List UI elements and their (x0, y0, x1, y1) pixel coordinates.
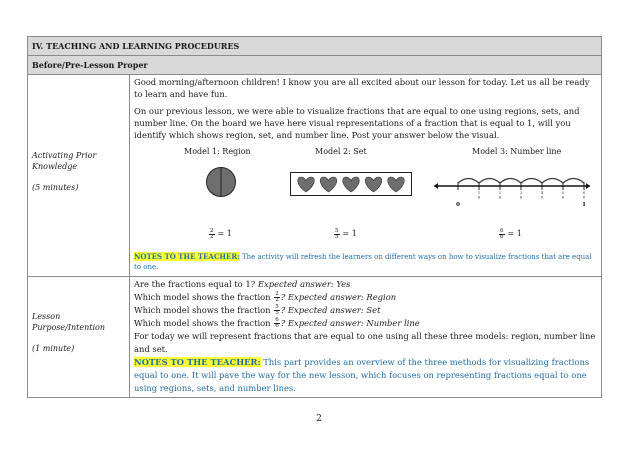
jump-arc (521, 179, 542, 184)
models-area (134, 146, 597, 246)
model2-fraction: $\frac{5}{5}$ = 1 (335, 227, 357, 240)
tick-label-numerator: 1 (477, 191, 481, 195)
activating-label-line1: Activating Prior (32, 150, 97, 160)
lesson-label-cell (28, 277, 130, 398)
lesson-label (32, 311, 125, 333)
tick-label-denominator: 6 (519, 195, 523, 200)
tick-label-denominator: 6 (477, 195, 481, 200)
region-circle-model (205, 166, 237, 198)
tick-label-denominator: 6 (540, 195, 544, 200)
lesson-duration: (1 minute) (32, 344, 75, 353)
jump-arc (500, 179, 521, 184)
number-line-start-label: 0 (456, 202, 460, 208)
tick-label-denominator: 6 (561, 195, 565, 200)
page-number: 2 (316, 414, 322, 424)
arrow-left-icon (434, 183, 438, 189)
activating-note-tag: NOTES TO THE TEACHER: (134, 252, 240, 261)
model1-fraction: $\frac{2}{2}$ = 1 (210, 227, 232, 240)
subsection-title: Before/Pre-Lesson Proper (28, 56, 602, 75)
lesson-plan-table (27, 36, 602, 398)
tick-label-numerator: 2 (498, 191, 502, 195)
tick-label-denominator: 6 (582, 195, 586, 200)
tick-label-numerator: 3 (519, 191, 523, 195)
activating-label-cell (28, 75, 130, 277)
tick-label-denominator: 6 (498, 195, 502, 200)
lesson-note (134, 356, 597, 395)
lesson-label-line2: Purpose/Intention (32, 323, 105, 332)
lesson-note-tag: NOTES TO THE TEACHER: (134, 357, 261, 367)
number-line-model (432, 176, 592, 212)
activating-note-text: The activity will refresh the learners on different ways on how to visualize fractions that are equal to one. (134, 253, 592, 271)
lesson-q3: Which model shows the fraction $\frac{5}{5}$ ? Expected answer: Set (134, 304, 381, 316)
arrow-right-icon (586, 183, 590, 189)
lesson-q1: Are the fractions equal to 1? Expected answer: Yes (134, 279, 351, 289)
jump-arc (458, 179, 479, 184)
lesson-label-line1: Lesson (32, 312, 61, 321)
model3-fraction: $\frac{6}{6}$ = 1 (500, 227, 522, 240)
jump-arc (563, 179, 584, 184)
tick-label-numerator: 4 (540, 191, 544, 195)
jump-arc (479, 179, 500, 184)
model1-title: Model 1: Region (184, 147, 251, 156)
tick-label-numerator: 5 (561, 191, 565, 195)
activating-note (134, 252, 597, 272)
lesson-note-text: This part provides an overview of the three methods for visualizing fractions equal to one. It will pave the way for the new lesson, which focuses on representing fractions equal to one using regions, sets, and number lines. (134, 357, 590, 393)
lesson-q2: Which model shows the fraction $\frac{2}{2}$ ? Expected answer: Region (134, 291, 397, 303)
tick-label-numerator: 6 (582, 191, 586, 195)
activating-para2: On our previous lesson, we were able to visualize fractions that are equal to one using regions, sets, and number line. On the board we have here visual representations of a fraction that is equal to 1, will you identify which shows region, set, and number line. Post your answer below the visual. (134, 106, 580, 140)
activating-label-line2: Knowledge (32, 161, 78, 171)
section-title: IV. TEACHING AND LEARNING PROCEDURES (28, 37, 602, 56)
lesson-q4: Which model shows the fraction $\frac{6}{6}$ ? Expected answer: Number line (134, 317, 420, 329)
model3-title: Model 3: Number line (472, 147, 562, 156)
number-line-end-label: 1 (582, 202, 586, 208)
lesson-para: For today we will represent fractions that are equal to one using all these three models: region, number line and set. (134, 331, 596, 354)
model2-title: Model 2: Set (315, 147, 367, 156)
activating-content-cell (130, 75, 602, 277)
jump-arc (542, 179, 563, 184)
lesson-content-cell (130, 277, 602, 398)
activating-duration: (5 minutes) (32, 182, 79, 192)
set-hearts-model (290, 172, 412, 196)
activating-label (32, 150, 125, 172)
activating-para1: Good morning/afternoon children! I know you are all excited about our lesson for today. Let us all be ready to learn and have fun. (134, 77, 590, 99)
